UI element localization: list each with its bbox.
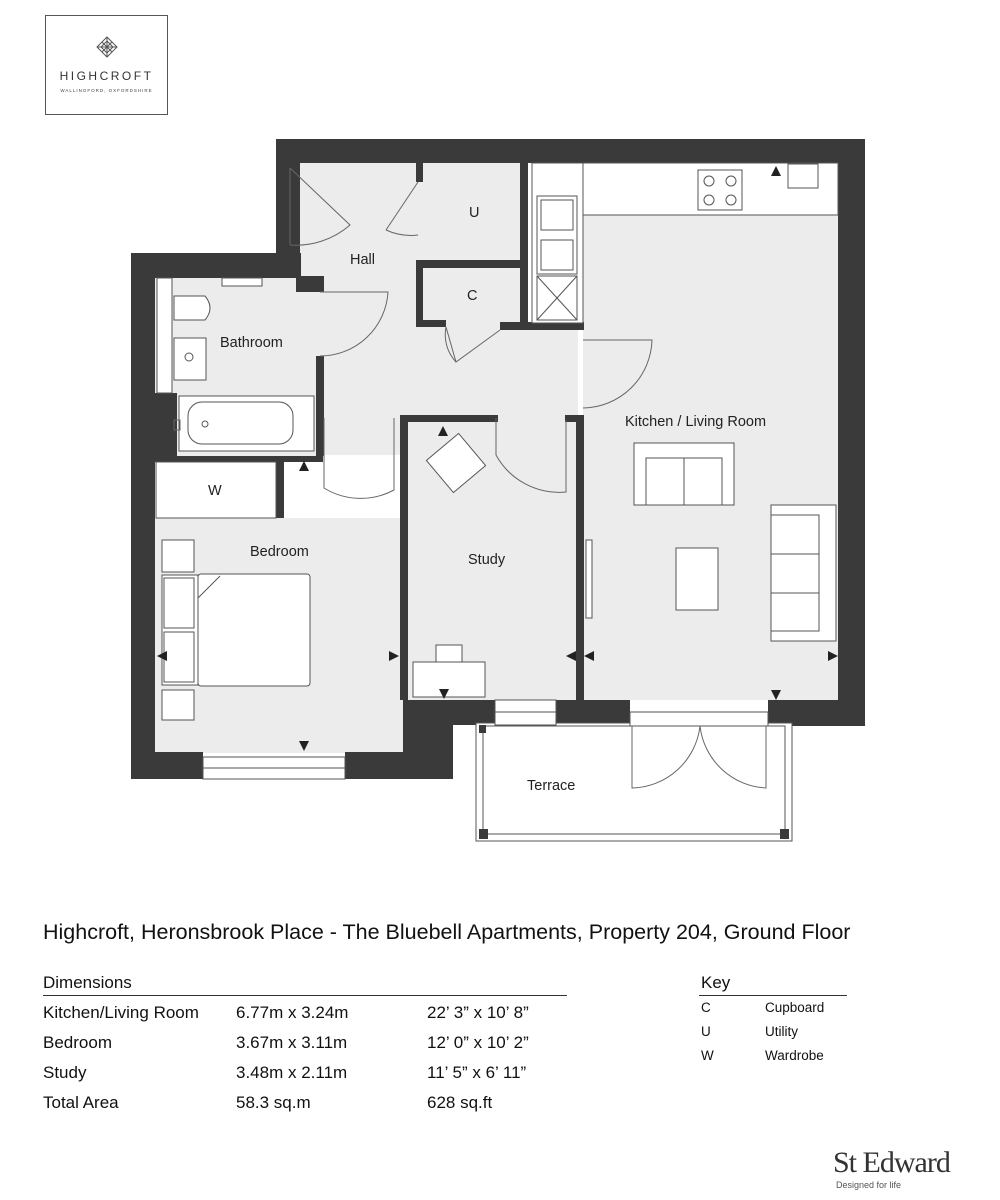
dimension-room: Bedroom [43, 1033, 112, 1052]
key-item [701, 1000, 861, 1020]
dimensions-heading: Dimensions [43, 973, 132, 992]
dimension-room: Kitchen/Living Room [43, 1003, 199, 1022]
room-label-cupboard: C [467, 288, 478, 304]
bed-icon [198, 574, 310, 686]
dimension-room: Study [43, 1063, 87, 1082]
logo-location: WALLINGFORD, OXFORDSHIRE [60, 88, 153, 93]
room-label-terrace: Terrace [527, 778, 576, 794]
brand-logo: St Edward [833, 1146, 950, 1179]
dimension-imperial: 22’ 3” x 10’ 8” [427, 1003, 529, 1022]
room-label-wardrobe: W [208, 483, 222, 499]
dimension-row [43, 1033, 603, 1057]
key-code: C [701, 1000, 711, 1015]
logo-name: HIGHCROFT [59, 69, 154, 83]
key-item [701, 1048, 861, 1068]
brand-tagline: Designed for life [836, 1180, 902, 1190]
hob-icon [698, 170, 742, 210]
dimension-imperial: 12’ 0” x 10’ 2” [427, 1033, 529, 1052]
room-label-utility: U [469, 205, 480, 221]
dimension-room: Total Area [43, 1093, 119, 1112]
plan-title: Highcroft, Heronsbrook Place - The Bluebell Apartments, Property 204, Ground Floor [43, 920, 851, 944]
dimension-row [43, 1003, 603, 1027]
key-label: Cupboard [765, 1000, 825, 1015]
toilet-icon [174, 296, 210, 320]
room-label-bathroom: Bathroom [220, 335, 283, 351]
key-label: Wardrobe [765, 1048, 824, 1063]
key-code: W [701, 1048, 714, 1063]
desk [413, 662, 485, 697]
dimension-metric: 58.3 sq.m [236, 1093, 311, 1112]
key-rule [699, 995, 847, 996]
dimension-imperial: 628 sq.ft [427, 1093, 493, 1112]
room-label-bedroom: Bedroom [250, 544, 309, 560]
key-heading: Key [701, 973, 731, 992]
room-label-hall: Hall [350, 252, 375, 268]
dimension-metric: 6.77m x 3.24m [236, 1003, 349, 1022]
room-label-kitchen-living: Kitchen / Living Room [625, 414, 767, 430]
terrace [476, 700, 792, 841]
dimension-row [43, 1093, 603, 1117]
room-label-study: Study [468, 552, 506, 568]
dimension-imperial: 11’ 5” x 6’ 11” [427, 1063, 527, 1082]
dimensions-rule [43, 995, 567, 996]
tv-unit [586, 540, 592, 618]
key-item [701, 1024, 861, 1044]
coffee-table [676, 548, 718, 610]
dimension-metric: 3.67m x 3.11m [236, 1033, 348, 1052]
key-label: Utility [765, 1024, 798, 1039]
dimension-row [43, 1063, 603, 1087]
key-code: U [701, 1024, 711, 1039]
dimension-metric: 3.48m x 2.11m [236, 1063, 348, 1082]
